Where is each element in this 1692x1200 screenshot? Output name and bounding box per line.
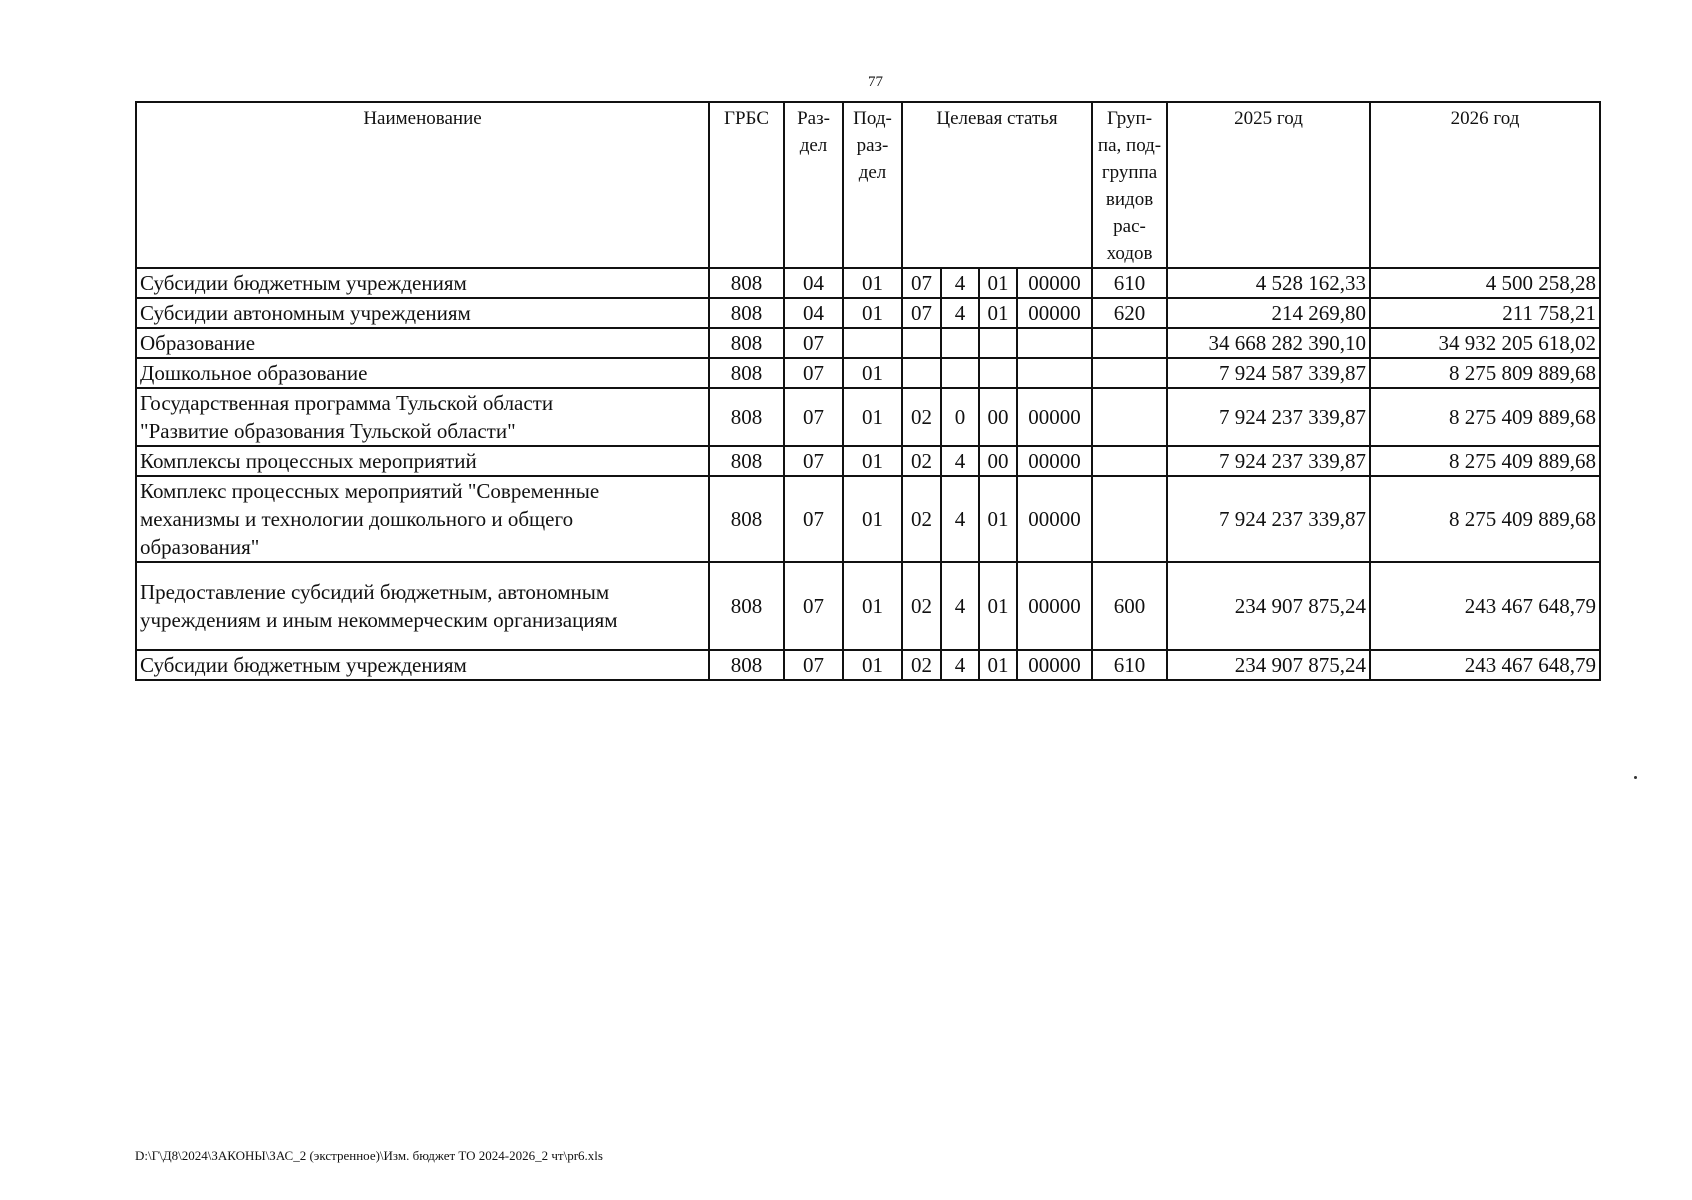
header-2026: 2026 год	[1370, 102, 1600, 268]
cell-cs-type: 4	[941, 298, 979, 328]
cell-razdel: 07	[784, 328, 843, 358]
cell-grbs: 808	[709, 298, 784, 328]
cell-vid-rashodov	[1092, 358, 1167, 388]
cell-cs-type	[941, 328, 979, 358]
cell-podrazdel: 01	[843, 476, 902, 562]
table-row	[136, 328, 1600, 358]
cell-cs-program: 07	[902, 298, 941, 328]
cell-cs-direction: 00000	[1017, 388, 1092, 446]
header-grbs: ГРБС	[709, 102, 784, 268]
cell-grbs: 808	[709, 268, 784, 298]
cell-2026: 34 932 205 618,02	[1370, 328, 1600, 358]
cell-2025: 214 269,80	[1167, 298, 1370, 328]
scan-dot	[1634, 776, 1637, 779]
cell-razdel: 04	[784, 298, 843, 328]
table-row	[136, 476, 1600, 562]
cell-cs-program	[902, 358, 941, 388]
cell-2026: 8 275 409 889,68	[1370, 446, 1600, 476]
table-row	[136, 650, 1600, 680]
cell-2026: 8 275 409 889,68	[1370, 476, 1600, 562]
cell-cs-direction	[1017, 358, 1092, 388]
cell-grbs: 808	[709, 388, 784, 446]
table-header-row	[136, 102, 1600, 268]
cell-cs-direction: 00000	[1017, 298, 1092, 328]
cell-podrazdel: 01	[843, 358, 902, 388]
cell-cs-subprogram	[979, 328, 1017, 358]
cell-cs-direction	[1017, 328, 1092, 358]
cell-cs-subprogram: 01	[979, 562, 1017, 650]
cell-grbs: 808	[709, 476, 784, 562]
cell-razdel: 07	[784, 388, 843, 446]
cell-2026: 243 467 648,79	[1370, 650, 1600, 680]
cell-cs-program: 02	[902, 562, 941, 650]
cell-podrazdel: 01	[843, 562, 902, 650]
cell-podrazdel: 01	[843, 446, 902, 476]
cell-2025: 7 924 237 339,87	[1167, 476, 1370, 562]
cell-podrazdel	[843, 328, 902, 358]
cell-razdel: 07	[784, 476, 843, 562]
header-name: Наименование	[136, 102, 709, 268]
cell-vid-rashodov	[1092, 446, 1167, 476]
cell-cs-direction: 00000	[1017, 446, 1092, 476]
cell-2025: 234 907 875,24	[1167, 650, 1370, 680]
cell-cs-subprogram	[979, 358, 1017, 388]
cell-cs-type: 4	[941, 476, 979, 562]
cell-grbs: 808	[709, 358, 784, 388]
cell-cs-program: 02	[902, 650, 941, 680]
cell-name: Образование	[136, 328, 709, 358]
cell-razdel: 07	[784, 562, 843, 650]
cell-cs-type: 4	[941, 650, 979, 680]
header-2025: 2025 год	[1167, 102, 1370, 268]
cell-vid-rashodov: 600	[1092, 562, 1167, 650]
cell-2025: 7 924 587 339,87	[1167, 358, 1370, 388]
cell-cs-direction: 00000	[1017, 268, 1092, 298]
cell-vid-rashodov: 610	[1092, 650, 1167, 680]
cell-grbs: 808	[709, 562, 784, 650]
cell-name: Субсидии автономным учреждениям	[136, 298, 709, 328]
cell-podrazdel: 01	[843, 298, 902, 328]
cell-cs-subprogram: 01	[979, 650, 1017, 680]
cell-name: Субсидии бюджетным учреждениям	[136, 650, 709, 680]
cell-2025: 7 924 237 339,87	[1167, 388, 1370, 446]
table-row	[136, 298, 1600, 328]
table-row	[136, 562, 1600, 650]
cell-2026: 8 275 809 889,68	[1370, 358, 1600, 388]
cell-podrazdel: 01	[843, 650, 902, 680]
cell-name: Государственная программа Тульской области "Развитие образования Тульской области"	[136, 388, 709, 446]
cell-cs-direction: 00000	[1017, 476, 1092, 562]
cell-podrazdel: 01	[843, 388, 902, 446]
table-row	[136, 388, 1600, 446]
cell-cs-subprogram: 00	[979, 388, 1017, 446]
cell-cs-type: 4	[941, 268, 979, 298]
cell-cs-subprogram: 01	[979, 298, 1017, 328]
table-row	[136, 446, 1600, 476]
table-row	[136, 268, 1600, 298]
footer-file-path: D:\Г\Д8\2024\ЗАКОНЫ\ЗАС_2 (экстренное)\Изм. бюджет ТО 2024-2026_2 чт\pr6.xls	[135, 1148, 603, 1163]
cell-cs-program	[902, 328, 941, 358]
cell-cs-type: 0	[941, 388, 979, 446]
cell-vid-rashodov	[1092, 328, 1167, 358]
cell-grbs: 808	[709, 328, 784, 358]
cell-razdel: 07	[784, 358, 843, 388]
cell-cs-subprogram: 01	[979, 476, 1017, 562]
cell-name: Дошкольное образование	[136, 358, 709, 388]
cell-vid-rashodov	[1092, 388, 1167, 446]
cell-cs-type: 4	[941, 562, 979, 650]
cell-cs-type	[941, 358, 979, 388]
cell-cs-subprogram: 00	[979, 446, 1017, 476]
header-razdel: Раз- дел	[784, 102, 843, 268]
cell-2025: 234 907 875,24	[1167, 562, 1370, 650]
cell-cs-direction: 00000	[1017, 562, 1092, 650]
header-podrazdel: Под- раз- дел	[843, 102, 902, 268]
cell-name: Предоставление субсидий бюджетным, автономным учреждениям и иным некоммерческим организациям	[136, 562, 709, 650]
cell-cs-program: 02	[902, 446, 941, 476]
cell-razdel: 07	[784, 446, 843, 476]
cell-grbs: 808	[709, 446, 784, 476]
header-gruppa-vidov-rashodov: Груп- па, под- группа видов рас- ходов	[1092, 102, 1167, 268]
cell-name: Комплекс процессных мероприятий "Современные механизмы и технологии дошкольного и общего образования"	[136, 476, 709, 562]
page-number: 77	[868, 74, 883, 90]
cell-cs-program: 02	[902, 388, 941, 446]
cell-cs-direction: 00000	[1017, 650, 1092, 680]
cell-grbs: 808	[709, 650, 784, 680]
header-celevaya-statya: Целевая статья	[902, 102, 1092, 268]
cell-name: Субсидии бюджетным учреждениям	[136, 268, 709, 298]
cell-name: Комплексы процессных мероприятий	[136, 446, 709, 476]
cell-2026: 211 758,21	[1370, 298, 1600, 328]
cell-razdel: 07	[784, 650, 843, 680]
cell-2026: 4 500 258,28	[1370, 268, 1600, 298]
cell-vid-rashodov: 610	[1092, 268, 1167, 298]
budget-table	[135, 101, 1601, 681]
cell-razdel: 04	[784, 268, 843, 298]
cell-cs-program: 07	[902, 268, 941, 298]
table-body	[136, 268, 1600, 680]
cell-2025: 7 924 237 339,87	[1167, 446, 1370, 476]
cell-cs-subprogram: 01	[979, 268, 1017, 298]
cell-podrazdel: 01	[843, 268, 902, 298]
cell-2025: 4 528 162,33	[1167, 268, 1370, 298]
table-row	[136, 358, 1600, 388]
cell-2026: 8 275 409 889,68	[1370, 388, 1600, 446]
cell-2025: 34 668 282 390,10	[1167, 328, 1370, 358]
cell-vid-rashodov: 620	[1092, 298, 1167, 328]
cell-vid-rashodov	[1092, 476, 1167, 562]
cell-cs-program: 02	[902, 476, 941, 562]
cell-cs-type: 4	[941, 446, 979, 476]
cell-2026: 243 467 648,79	[1370, 562, 1600, 650]
